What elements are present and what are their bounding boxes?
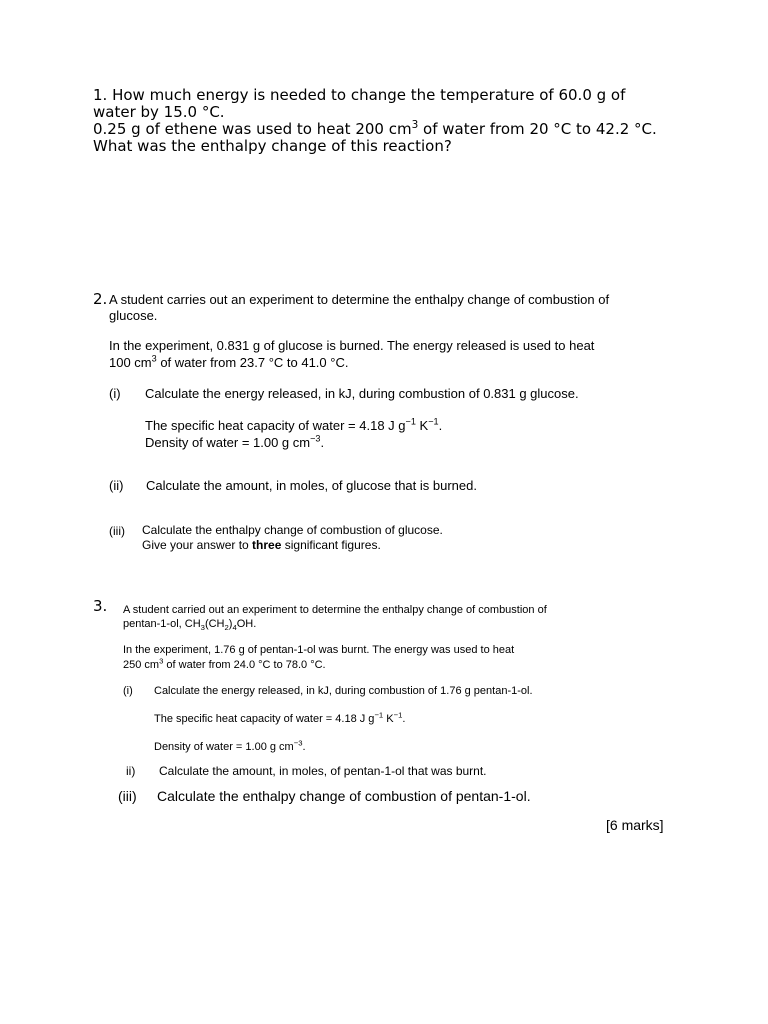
- q3-intro-sub2: 2: [224, 623, 229, 633]
- q2-iii-text: Calculate the enthalpy change of combustion of glucose.: [142, 523, 443, 537]
- q2-shc-b: K: [415, 418, 429, 433]
- q1-line3-text: 0.25 g of ethene was used to heat 200 cm: [93, 120, 412, 138]
- q3-shc-a: The specific heat capacity of water = 4.18 J g: [154, 713, 375, 725]
- q1-line3-text-b: of water from 20 °C to 42.2 °C.: [418, 120, 657, 138]
- marks-label: [6 marks]: [606, 817, 664, 833]
- q2-exp-line2-sup: 3: [151, 353, 157, 364]
- q2-shc-sup2: −1: [428, 416, 439, 427]
- q3-intro-sub1: 3: [200, 623, 205, 633]
- q1-line1: 1. How much energy is needed to change the temperature of 60.0 g of: [93, 86, 626, 104]
- q3-intro-sub3: 4: [232, 623, 237, 633]
- q3-ii-text: Calculate the amount, in moles, of pentan-1-ol that was burnt.: [159, 764, 487, 778]
- q2-exp-line2-a: 100 cm: [109, 355, 152, 370]
- q2-exp-line1: In the experiment, 0.831 g of glucose is burned. The energy released is used to heat: [109, 338, 595, 353]
- q3-shc-sup2: −1: [393, 710, 403, 720]
- q3-ii-label: ii): [126, 764, 136, 778]
- q3-density: [154, 740, 306, 754]
- q2-ii-label: (ii): [109, 478, 124, 493]
- question-1: [93, 87, 733, 155]
- q3-i-text: Calculate the energy released, in kJ, during combustion of 1.76 g pentan-1-ol.: [154, 685, 533, 697]
- q2-i-label: (i): [109, 386, 121, 401]
- q3-density-b: .: [302, 741, 306, 753]
- q3-density-a: Density of water = 1.00 g cm: [154, 741, 294, 753]
- q3-intro-line1: A student carried out an experiment to determine the enthalpy change of combustion of: [123, 604, 547, 616]
- q3-intro-b: (CH: [204, 618, 225, 630]
- q3-intro-c: ): [228, 618, 233, 630]
- q2-iii-subtext: [142, 538, 381, 552]
- q3-intro-d: OH.: [236, 618, 257, 630]
- q1-line4: What was the enthalpy change of this reaction?: [93, 137, 452, 155]
- q2-iii-sub-b: significant figures.: [281, 538, 381, 552]
- q2-intro-line2: glucose.: [109, 308, 158, 323]
- q3-iii-text: Calculate the enthalpy change of combustion of pentan-1-ol.: [157, 788, 531, 804]
- q3-shc-b: K: [383, 713, 394, 725]
- q2-shc-sup1: −1: [405, 416, 416, 427]
- q3-exp-line2-b: of water from 24.0 °C to 78.0 °C.: [163, 659, 326, 671]
- q2-i-text: Calculate the energy released, in kJ, during combustion of 0.831 g glucose.: [145, 386, 579, 401]
- q3-intro-a: pentan-1-ol, CH: [123, 618, 201, 630]
- q3-exp-line2: [123, 658, 326, 672]
- q1-line2: water by 15.0 °C.: [93, 103, 225, 121]
- q3-density-sup: −3: [293, 738, 303, 748]
- q2-exp-line2-b: of water from 23.7 °C to 41.0 °C.: [156, 355, 349, 370]
- q2-specific-heat: [145, 418, 442, 434]
- q2-intro-line1: A student carries out an experiment to determine the enthalpy change of combustion of: [109, 292, 610, 307]
- q2-exp-line2: [109, 355, 348, 371]
- q1-line3: [93, 121, 733, 138]
- q3-intro-line2: [123, 617, 256, 631]
- q1-line3-sup: 3: [411, 119, 419, 131]
- q2-shc-c: .: [438, 418, 443, 433]
- q3-exp-line1: In the experiment, 1.76 g of pentan-1-ol was burnt. The energy was used to heat: [123, 644, 515, 656]
- q2-density-a: Density of water = 1.00 g cm: [145, 435, 311, 450]
- q3-specific-heat: [154, 712, 405, 726]
- q2-density: [145, 435, 324, 451]
- q2-number: 2.: [93, 290, 108, 308]
- q3-exp-line2-a: 250 cm: [123, 659, 160, 671]
- q2-ii-text: Calculate the amount, in moles, of glucose that is burned.: [146, 478, 477, 493]
- q2-iii-sub-bold: three: [252, 538, 282, 552]
- q2-density-sup: −3: [310, 433, 321, 444]
- q3-iii-label: (iii): [118, 788, 137, 804]
- q2-density-b: .: [320, 435, 325, 450]
- q2-iii-sub-a: Give your answer to: [142, 538, 253, 552]
- q3-exp-line2-sup: 3: [159, 656, 164, 666]
- q2-iii-label: (iii): [109, 524, 125, 538]
- q3-number: 3.: [93, 597, 108, 615]
- q3-shc-sup1: −1: [374, 710, 384, 720]
- q3-i-label: (i): [123, 685, 133, 697]
- q3-shc-c: .: [402, 713, 406, 725]
- q2-shc-a: The specific heat capacity of water = 4.18 J g: [145, 418, 406, 433]
